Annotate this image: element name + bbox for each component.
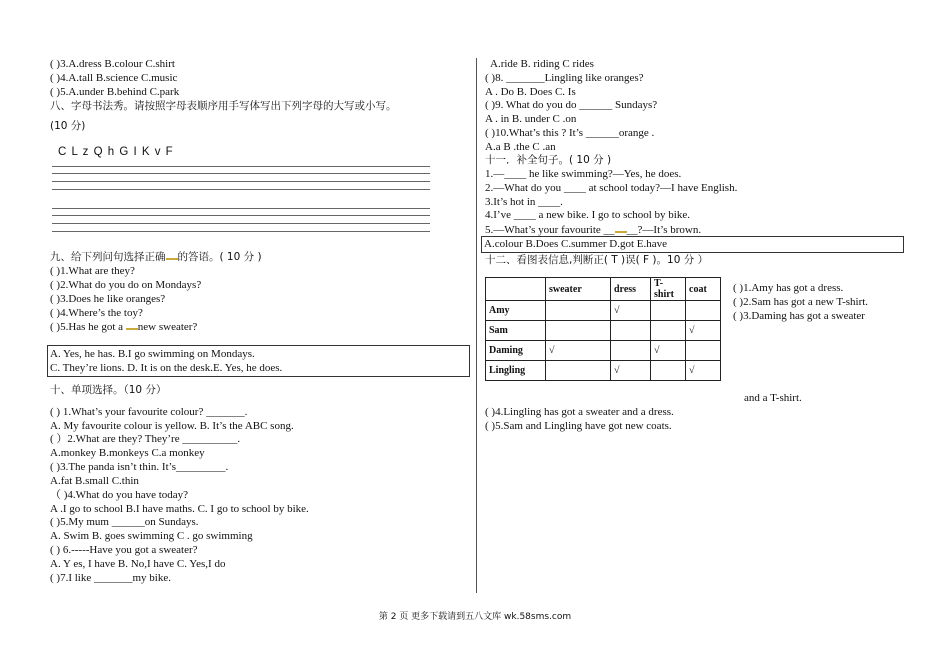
writing-line [52, 173, 430, 174]
sec11-line: 2.—What do you ____ at school today?—I have English. [485, 182, 738, 194]
sec10-line: ( ）2.What are they? They’re __________. [50, 433, 241, 445]
table-row [486, 301, 721, 321]
table-cell: Lingling [486, 361, 546, 381]
writing-line [52, 215, 430, 216]
sec11-options: A.colour B.Does C.summer D.got E.have [484, 238, 667, 250]
q8-options: A . Do B. Does C. Is [485, 86, 576, 98]
underline-mark [615, 223, 627, 233]
section-10-title: 十、单项选择。（10 分） [50, 384, 167, 396]
table-cell: Daming [486, 341, 546, 361]
sec11-line: 4.I’ve ____ a new bike. I go to school by bike. [485, 209, 690, 221]
sec10-line: ( )7.I like _______my bike. [50, 572, 171, 584]
section-11-title: 十一．补全句子。( 10 分 ) [485, 154, 612, 166]
sec9-item-1: ( )1.What are they? [50, 265, 135, 277]
sec10-line: ( ) 1.What’s your favourite colour? _______. [50, 406, 248, 418]
sec12-item-2: ( )2.Sam has got a new T-shirt. [733, 296, 869, 308]
sec9-options-line-1: A. Yes, he has. B.I go swimming on Mondays. [50, 348, 255, 360]
table-cell: Sam [486, 321, 546, 341]
table-cell [651, 361, 686, 381]
sec9-options-line-2: C. They’re lions. D. It is on the desk.E. Yes, he does. [50, 362, 283, 374]
sec10-line: ( ) 6.-----Have you got a sweater? [50, 544, 198, 556]
writing-line [52, 231, 430, 232]
q8: ( )8. _______Lingling like oranges? [485, 72, 644, 84]
sec10-line: A. Y es, I have B. No,I have C. Yes,I do [50, 558, 226, 570]
table-header-cell: dress [611, 278, 651, 301]
table-cell: √ [651, 341, 686, 361]
page-footer: 第 2 页 更多下载请到五八文库 wk.58sms.com [378, 612, 572, 622]
sec9-item-4: ( )4.Where’s the toy? [50, 307, 143, 319]
table-cell [546, 361, 611, 381]
writing-line [52, 208, 430, 209]
table-cell: √ [611, 361, 651, 381]
sec10-line: A. My favourite colour is yellow. B. It’s the ABC song. [50, 420, 294, 432]
section-8-title: 八、字母书法秀。请按照字母表顺序用手写体写出下列字母的大写或小写。 [50, 100, 397, 112]
table-cell [546, 301, 611, 321]
q9-options: A . in B. under C .on [485, 113, 577, 125]
section-9-title: 九、给下列问句选择正确 的答语。( 10 分 ) [50, 251, 262, 263]
sec12-item-4: ( )4.Lingling has got a sweater and a dress. [485, 406, 674, 418]
table-cell [611, 321, 651, 341]
q3-options: ( )3.A.dress B.colour C.shirt [50, 58, 175, 70]
sec12-item-1: ( )1.Amy has got a dress. [733, 282, 844, 294]
underline-mark [126, 320, 138, 330]
table-header-cell: sweater [546, 278, 611, 301]
table-cell [611, 341, 651, 361]
table-cell: Amy [486, 301, 546, 321]
sec11-line: 3.It’s hot in ____. [485, 196, 563, 208]
sec12-item-5: ( )5.Sam and Lingling have got new coats. [485, 420, 672, 432]
sec10-line: A.monkey B.monkeys C.a monkey [50, 447, 205, 459]
clothes-table [485, 277, 721, 381]
q5-options: ( )5.A.under B.behind C.park [50, 86, 180, 98]
table-cell: √ [611, 301, 651, 321]
sec10-line: ( )5.My mum ______on Sundays. [50, 516, 199, 528]
sec12-item-3-cont: and a T-shirt. [744, 392, 802, 404]
column-divider [476, 58, 477, 593]
section-12-title: 十二、看图表信息,判断正( T )误( F )。10 分 ） [485, 254, 709, 266]
writing-line [52, 166, 430, 167]
table-cell [546, 321, 611, 341]
writing-line [52, 223, 430, 224]
sec10-line: ( )3.The panda isn’t thin. It’s_________. [50, 461, 229, 473]
q10-options: A.a B .the C .an [485, 141, 556, 153]
table-cell: √ [686, 321, 721, 341]
table-cell [686, 301, 721, 321]
q7-options: A.ride B. riding C rides [490, 58, 594, 70]
sec9-item-5: ( )5.Has he got a new sweater? [50, 321, 198, 333]
table-cell: √ [686, 361, 721, 381]
sec11-line: 1.—____ he like swimming?—Yes, he does. [485, 168, 682, 180]
writing-line [52, 181, 430, 182]
sec12-item-3: ( )3.Daming has got a sweater [733, 310, 865, 322]
table-row [486, 341, 721, 361]
sec10-line: A.fat B.small C.thin [50, 475, 139, 487]
writing-line [52, 189, 430, 190]
table-row [486, 361, 721, 381]
table-row [486, 321, 721, 341]
table-header-cell: coat [686, 278, 721, 301]
table-cell: √ [546, 341, 611, 361]
table-cell [651, 321, 686, 341]
q4-options: ( )4.A.tall B.science C.music [50, 72, 178, 84]
table-cell [651, 301, 686, 321]
underline-mark [166, 250, 178, 260]
sec11-line: 5.—What’s your favourite __ __?—It’s brown. [485, 224, 702, 236]
table-cell [686, 341, 721, 361]
sec10-line: A .I go to school B.I have maths. C. I go to school by bike. [50, 503, 309, 515]
letters-prompt: C L z Q h G I K v F [58, 146, 174, 158]
sec10-line: （ )4.What do you have today? [50, 489, 189, 501]
q10: ( )10.What’s this ? It’s ______orange . [485, 127, 655, 139]
sec10-line: A. Swim B. goes swimming C . go swimming [50, 530, 253, 542]
table-header-cell [486, 278, 546, 301]
q9: ( )9. What do you do ______ Sundays? [485, 99, 658, 111]
sec9-item-2: ( )2.What do you do on Mondays? [50, 279, 202, 291]
sec9-item-3: ( )3.Does he like oranges? [50, 293, 166, 305]
table-header-cell: T-shirt [651, 278, 686, 301]
table-header-row [486, 278, 721, 301]
section-8-score: (10 分) [50, 120, 86, 132]
